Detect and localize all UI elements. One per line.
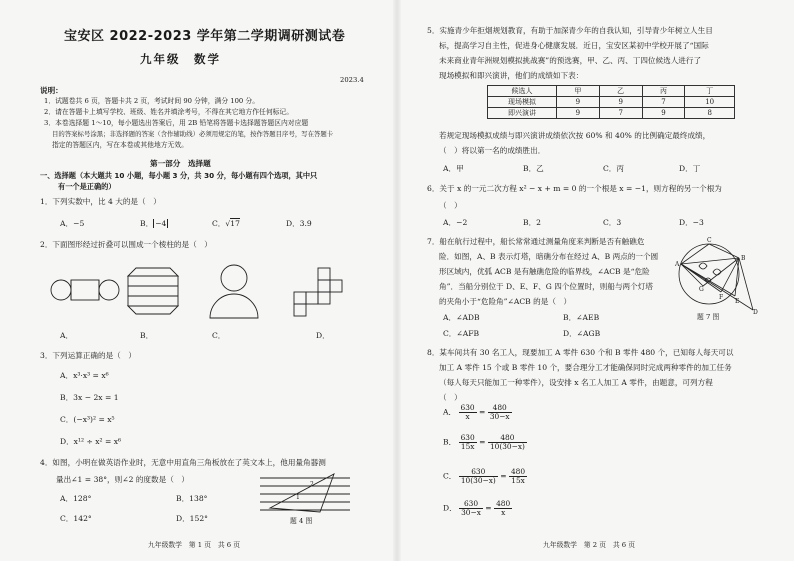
q7-point-f: F [719,294,724,301]
q5-option-c: C．丙 [603,164,624,173]
q8-line-2: 加工 A 零件 15 个或 B 零件 10 个，要合理分工才能确保同时完成两种零件的加工任务 [439,363,732,372]
exam-subtitle: 九年级 数学 [140,52,221,66]
q8-option-b-label: B． [443,437,457,447]
note-5: 指定的答题区内，写在本卷或其他地方无效。 [52,141,188,149]
table-cell: 现场模拟 [488,97,557,108]
q4-angle-1-label: 1 [296,494,300,501]
fraction-denominator: 15x [511,476,525,485]
q3-option-d: D．x¹² ÷ x² = x⁶ [60,437,122,446]
table-cell: 10 [685,97,735,108]
q1-option-d: D．3.9 [286,219,312,228]
q6-option-b: B．2 [523,218,542,227]
q6-stem-cont: （ ） [439,201,462,210]
q4-stem: 4．如图，小明在做英语作业时，无意中用直角三角板放在了英文本上，他用量角器测 [40,458,326,467]
q8-option-c-label: C． [443,471,457,481]
table-row [488,97,735,108]
q3-stem: 3．下列运算正确的是（ ） [40,351,136,360]
fraction [488,404,512,421]
q7-figure-label: 题 7 图 [697,313,720,321]
q5-line-4: 现场模拟和即兴演讲，他们的成绩如下表： [439,71,584,80]
q1-option-c-label: C． [212,219,226,228]
q1-option-b-label: B． [140,219,154,228]
q1-option-c [212,219,240,229]
q7-option-a: A．∠ADB [443,313,480,322]
table-header-cell: 丁 [685,86,735,97]
equals-sign: = [500,471,507,481]
table-cell: 9 [642,108,685,119]
page-2 [397,0,794,561]
table-header-cell: 乙 [599,86,642,97]
q4-figure [260,472,350,518]
exam-title: 宝安区 2022-2023 学年第二学期调研测试卷 [64,29,346,44]
q7-line-4: 角”．当船分别位于 D、E、F、G 四个位置时，则船与两个灯塔 [439,282,653,291]
q1-option-b [140,219,168,229]
q1-stem: 1．下列实数中，比 4 大的是（ ） [40,197,161,206]
fraction [488,434,527,451]
q7-point-g: G [699,286,704,293]
fraction-denominator: 10(30−x) [489,442,525,451]
q4-figure-label: 题 4 图 [290,517,313,525]
q8-option-b [443,434,527,451]
q7-line-3: 形区域内，优弧 ACB 是有触礁危险的临界线，∠ACB 是“危险 [439,267,650,276]
note-4: 目的答案标号涂黑；非选择题的答案（含作辅助线）必须用规定的笔，按作答题目序号，写在答题卡 [52,130,334,138]
fraction [459,434,477,451]
q7-point-d: D [753,309,758,316]
table-cell: 即兴演讲 [488,108,557,119]
q1-option-a: A．−5 [60,219,85,228]
q7-point-e: E [735,298,740,305]
q2-option-c: C． [212,331,226,340]
q4-option-b: B．138° [176,494,208,503]
q3-option-c: C．(−x³)² = x⁵ [60,415,115,424]
q7-figure [669,236,759,320]
q6-option-c: C．3 [603,218,622,227]
q8-option-c [443,468,527,485]
page-1-footer: 九年级数学 第 1 页 共 6 页 [148,541,241,549]
sqrt-icon: √ [225,219,231,228]
q7-point-c: C [707,237,712,244]
fraction [459,404,477,421]
fraction-denominator: x [465,412,470,421]
q7-point-a: A [675,261,680,268]
table-row [488,108,735,119]
q8-option-a [443,404,512,421]
q5-after-cont: （ ）将以第一名的成绩胜出． [439,146,546,155]
q8-line-1: 8．某车间共有 30 名工人，现要加工 A 零件 630 个和 B 零件 480 个，已知每人每天可以 [427,348,734,357]
q2-option-a: A． [60,331,74,340]
equals-sign: = [479,437,486,447]
fraction-numerator: 630 [459,468,498,477]
table-cell: 7 [642,97,685,108]
q2-figure-c [206,262,262,322]
q2-figure-a [50,266,120,316]
fraction-numerator: 480 [488,404,512,413]
fraction-numerator: 480 [496,499,511,508]
note-3: 3．本卷选择题 1～10，每小题选出答案后，用 2B 铅笔将答题卡选择题答题区内对应题 [44,119,309,127]
part1-heading: 第一部分 选择题 [150,159,211,168]
fraction-denominator: 15x [460,442,475,451]
q8-option-d [443,500,512,517]
note-1: 1．试题卷共 6 页，答题卡共 2 页，考试时间 90 分钟，满分 100 分。 [44,97,260,105]
q5-line-2: 标，提高学习自主性，促进身心健康发展．近日，宝安区某初中学校开展了“国际 [439,41,709,50]
table-cell: 8 [685,108,735,119]
q4-angle-2-label: 2 [310,481,314,488]
q4-option-d: D．152° [176,514,208,523]
section1-heading: 一、选择题（本大题共 10 小题，每小题 3 分，共 30 分，每小题有四个选项，其中只 [40,171,318,180]
q8-line-4: （ ） [439,393,462,402]
q3-option-b: B．3x − 2x = 1 [60,393,119,402]
q2-stem: 2．下面图形经过折叠可以围成一个棱柱的是（ ） [40,240,212,249]
q8-option-d-label: D． [443,503,457,513]
q4-option-a: A．128° [60,494,92,503]
fraction-numerator: 480 [510,467,526,476]
fraction-numerator: 630 [460,433,475,442]
q2-figure-b [126,262,182,320]
q1-option-c-rad: 17 [230,219,240,228]
q8-option-a-label: A． [443,407,457,417]
table-header-cell: 甲 [557,86,600,97]
q3-option-a: A．x³·x³ = x⁶ [60,371,109,380]
q2-option-b: B． [140,331,154,340]
q5-option-b: B．乙 [523,164,544,173]
table-header-cell: 丙 [642,86,685,97]
fraction-numerator: 480 [488,434,527,443]
table-cell: 9 [557,108,600,119]
q5-option-a: A．甲 [443,164,464,173]
fraction [494,500,512,517]
q2-figure-d [290,266,346,320]
q1-option-b-abs: −4 [155,219,167,228]
q8-line-3: （每人每天只能加工一种零件），设安排 x 名工人加工 A 零件，由题意，可列方程 [439,378,713,387]
q7-point-b: B [741,255,746,262]
q7-option-b: B．∠AEB [563,313,600,322]
q7-line-2: 险．如图，A、B 表示灯塔，暗礁分布在经过 A、B 两点的一个圆 [439,252,659,261]
section1-heading-cont: 有一个是正确的） [58,182,116,191]
equals-sign: = [485,503,492,513]
table-cell: 9 [599,97,642,108]
q4-option-c: C．142° [60,514,92,523]
exam-date: 2023.4 [340,76,364,84]
equals-sign: = [479,407,486,417]
q7-line-1: 7．船在航行过程中，船长常常通过测量角度来判断是否有触礁危 [427,237,645,246]
fraction [509,468,527,485]
q6-stem: 6．关于 x 的一元二次方程 x² − x + m = 0 的一个根是 x = −1，则方程的另一个根为 [427,184,722,193]
fraction [459,500,483,517]
q7-line-5: 的夹角小于“危险角”∠ACB 的是（ ） [439,297,572,306]
q5-score-table [487,85,735,119]
q4-stem-cont: 量出∠1 = 38°，则∠2 的度数是（ ） [56,475,189,484]
q2-option-d: D． [316,331,330,340]
fraction-denominator: 10(30−x) [460,476,496,485]
page-2-footer: 九年级数学 第 2 页 共 6 页 [543,541,636,549]
q6-option-a: A．−2 [443,218,468,227]
q7-option-c: C．∠AFB [443,329,480,338]
q5-line-3: 未来商业青年洲规划模拟挑战赛”的预选赛，甲、乙、丙、丁四位候选人进行了 [439,56,702,65]
table-header-cell: 候选人 [488,86,557,97]
q5-after: 若规定现场模拟成绩与即兴演讲成绩依次按 60% 和 40% 的比例确定最终成绩， [439,131,711,140]
q5-line-1: 5．实施青少年拒烟规划教育，有助于加深青少年的自我认知，引导青少年树立人生目 [427,26,713,35]
fraction-denominator: x [501,508,506,517]
q5-option-d: D．丁 [679,164,701,173]
note-2: 2．请在答题卡上填写学校、班级、姓名并填涂考号，不得在其它地方作任何标记。 [44,108,294,116]
notes-heading: 说明： [40,86,63,95]
fraction [459,468,498,485]
q7-option-d: D．∠AGB [563,329,601,338]
fraction-numerator: 630 [460,403,475,412]
q6-option-d: D．−3 [679,218,704,227]
fraction-numerator: 630 [459,500,483,509]
fraction-denominator: 30−x [461,508,481,517]
table-cell: 7 [599,108,642,119]
fraction-denominator: 30−x [489,412,510,421]
table-cell: 9 [557,97,600,108]
table-row [488,86,735,97]
